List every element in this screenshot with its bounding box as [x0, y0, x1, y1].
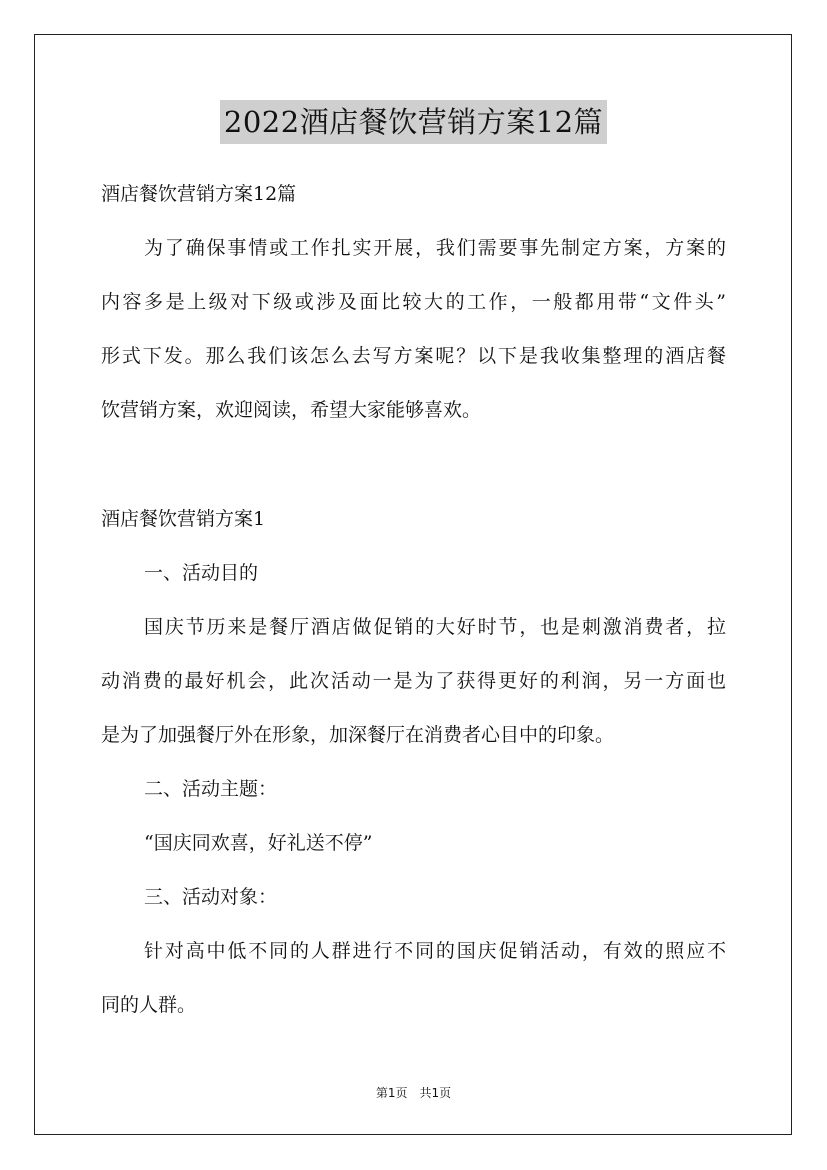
page-footer: 第1页 共1页	[375, 1086, 452, 1100]
paragraph-line: 饮营销方案，欢迎阅读，希望大家能够喜欢。	[101, 399, 482, 421]
subheading-line: 三、活动对象：	[144, 886, 278, 908]
quote-line: “国庆同欢喜，好礼送不停”	[144, 832, 373, 854]
paragraph-line: 是为了加强餐厅外在形象，加深餐厅在消费者心目中的印象。	[101, 724, 615, 746]
paragraph-line: 形式下发。那么我们该怎么去写方案呢？以下是我收集整理的酒店餐	[101, 345, 726, 367]
subheading-line: 二、活动主题：	[144, 778, 278, 800]
paragraph-line: 为了确保事情或工作扎实开展，我们需要事先制定方案，方案的	[144, 237, 726, 259]
paragraph-line: 国庆节历来是餐厅酒店做促销的大好时节，也是刺激消费者，拉	[144, 616, 726, 638]
paragraph-line: 内容多是上级对下级或涉及面比较大的工作，一般都用带“文件头”	[101, 291, 726, 313]
title-text: 2022酒店餐饮营销方案12篇	[220, 100, 607, 144]
paragraph-line: 同的人群。	[101, 994, 197, 1016]
paragraph-line: 动消费的最好机会，此次活动一是为了获得更好的利润，另一方面也	[101, 670, 726, 692]
section-heading: 酒店餐饮营销方案1	[101, 508, 266, 530]
document-title	[0, 100, 827, 144]
subtitle-line: 酒店餐饮营销方案12篇	[101, 183, 297, 205]
subheading-line: 一、活动目的	[144, 562, 259, 584]
paragraph-line: 针对高中低不同的人群进行不同的国庆促销活动，有效的照应不	[144, 940, 726, 962]
